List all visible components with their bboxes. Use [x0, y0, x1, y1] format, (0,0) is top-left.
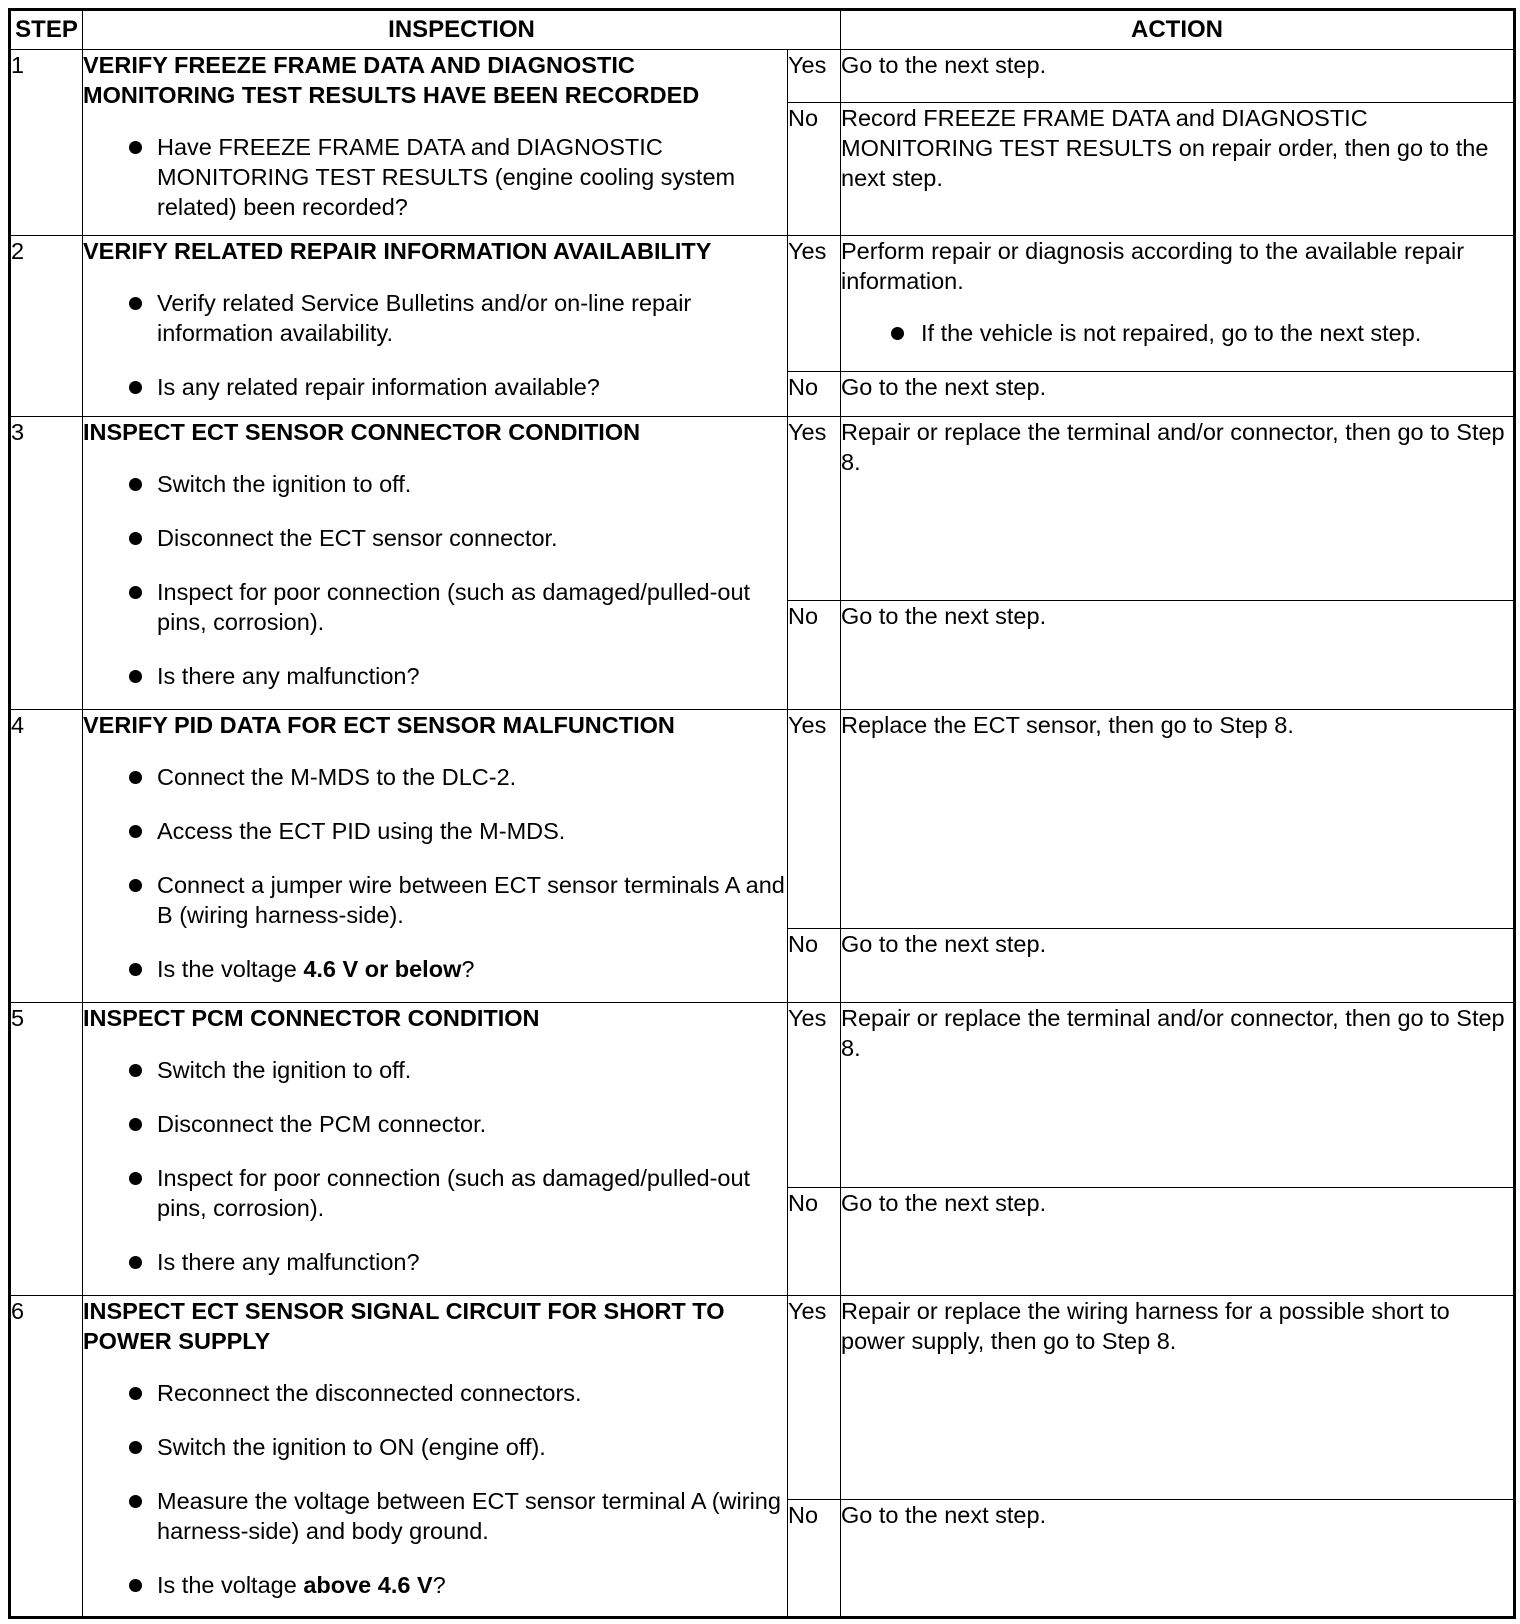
yes-action: Replace the ECT sensor, then go to Step 8. [841, 710, 1515, 929]
bullet-text: ? [432, 1572, 446, 1598]
diagnostic-procedure-sheet [8, 8, 1513, 1619]
no-label: No [788, 1500, 841, 1618]
yes-action: Go to the next step. [841, 50, 1515, 103]
step-number: 4 [10, 710, 83, 1003]
yes-label: Yes [788, 50, 841, 103]
yes-label: Yes [788, 1296, 841, 1500]
yes-action: Repair or replace the terminal and/or connector, then go to Step 8. [841, 417, 1515, 601]
step-1-inspection [83, 50, 788, 236]
step-column-header: STEP [10, 10, 83, 50]
bullet-item: Switch the ignition to off. [83, 469, 787, 499]
step-title: VERIFY PID DATA FOR ECT SENSOR MALFUNCTION [83, 712, 675, 738]
step-number: 1 [10, 50, 83, 236]
action-bullets [841, 318, 1513, 348]
bullet-item: Verify related Service Bulletins and/or on-line repair information availability. [83, 288, 787, 348]
yes-label: Yes [788, 710, 841, 929]
no-label: No [788, 601, 841, 710]
bullet-item: Inspect for poor connection (such as damaged/pulled-out pins, corrosion). [83, 577, 787, 637]
inspection-bullets [83, 1055, 787, 1277]
bullet-item: Switch the ignition to ON (engine off). [83, 1432, 787, 1462]
no-label: No [788, 929, 841, 1003]
bullet-item: Connect the M-MDS to the DLC-2. [83, 762, 787, 792]
bullet-item: Disconnect the PCM connector. [83, 1109, 787, 1139]
step-3-inspection [83, 417, 788, 710]
step-title: VERIFY RELATED REPAIR INFORMATION AVAILABILITY [83, 238, 712, 264]
inspection-bullets [83, 1378, 787, 1600]
no-action: Go to the next step. [841, 1188, 1515, 1296]
step-4-yes-row [10, 710, 1515, 929]
bullet-item [83, 1570, 787, 1600]
step-5-inspection [83, 1003, 788, 1296]
step-title: VERIFY FREEZE FRAME DATA AND DIAGNOSTIC MONITORING TEST RESULTS HAVE BEEN RECORDED [83, 52, 700, 108]
no-action: Go to the next step. [841, 929, 1515, 1003]
step-number: 6 [10, 1296, 83, 1618]
bullet-text: ? [461, 956, 475, 982]
yes-action: Perform repair or diagnosis according to the available repair information. [841, 238, 1465, 294]
header-row [10, 10, 1515, 50]
step-2-yes-row [10, 236, 1515, 372]
step-title: INSPECT ECT SENSOR CONNECTOR CONDITION [83, 419, 641, 445]
bullet-item: Disconnect the ECT sensor connector. [83, 523, 787, 553]
inspection-bullets [83, 469, 787, 691]
diagnostic-table [8, 8, 1516, 1619]
inspection-bullets [83, 288, 787, 402]
step-2-inspection [83, 236, 788, 417]
no-action: Go to the next step. [841, 601, 1515, 710]
bullet-bold-value: above 4.6 V [303, 1572, 433, 1598]
no-label: No [788, 372, 841, 417]
bullet-item: Have FREEZE FRAME DATA and DIAGNOSTIC MONITORING TEST RESULTS (engine cooling system related) been recorded? [83, 132, 787, 222]
bullet-item: Reconnect the disconnected connectors. [83, 1378, 787, 1408]
step-number: 5 [10, 1003, 83, 1296]
step-title: INSPECT PCM CONNECTOR CONDITION [83, 1005, 540, 1031]
no-action: Go to the next step. [841, 1500, 1515, 1618]
inspection-column-header: INSPECTION [83, 10, 841, 50]
step-number: 2 [10, 236, 83, 417]
step-number: 3 [10, 417, 83, 710]
bullet-text: Is the voltage [157, 956, 304, 982]
step-3-yes-row [10, 417, 1515, 601]
no-action: Go to the next step. [841, 372, 1515, 417]
bullet-item: Inspect for poor connection (such as damaged/pulled-out pins, corrosion). [83, 1163, 787, 1223]
action-column-header: ACTION [841, 10, 1515, 50]
step-6-inspection [83, 1296, 788, 1618]
bullet-item: Is there any malfunction? [83, 661, 787, 691]
no-label: No [788, 1188, 841, 1296]
bullet-item: Is there any malfunction? [83, 1247, 787, 1277]
bullet-item: Switch the ignition to off. [83, 1055, 787, 1085]
bullet-item: Measure the voltage between ECT sensor terminal A (wiring harness-side) and body ground. [83, 1486, 787, 1546]
inspection-bullets [83, 762, 787, 984]
inspection-bullets [83, 132, 787, 222]
yes-action-cell [841, 236, 1515, 372]
bullet-item: Is any related repair information available? [83, 372, 787, 402]
bullet-item: Connect a jumper wire between ECT sensor terminals A and B (wiring harness-side). [83, 870, 787, 930]
bullet-item: If the vehicle is not repaired, go to the next step. [841, 318, 1513, 348]
step-4-inspection [83, 710, 788, 1003]
no-label: No [788, 103, 841, 236]
step-5-yes-row [10, 1003, 1515, 1188]
bullet-item: Access the ECT PID using the M-MDS. [83, 816, 787, 846]
step-1-yes-row [10, 50, 1515, 103]
yes-label: Yes [788, 1003, 841, 1188]
step-title: INSPECT ECT SENSOR SIGNAL CIRCUIT FOR SHORT TO POWER SUPPLY [83, 1298, 725, 1354]
yes-label: Yes [788, 236, 841, 372]
bullet-item [83, 954, 787, 984]
yes-action: Repair or replace the terminal and/or connector, then go to Step 8. [841, 1003, 1515, 1188]
no-action: Record FREEZE FRAME DATA and DIAGNOSTIC MONITORING TEST RESULTS on repair order, then go to the next step. [841, 103, 1515, 236]
yes-action: Repair or replace the wiring harness for a possible short to power supply, then go to Step 8. [841, 1296, 1515, 1500]
bullet-bold-value: 4.6 V or below [303, 956, 462, 982]
yes-label: Yes [788, 417, 841, 601]
step-6-yes-row [10, 1296, 1515, 1500]
bullet-text: Is the voltage [157, 1572, 304, 1598]
